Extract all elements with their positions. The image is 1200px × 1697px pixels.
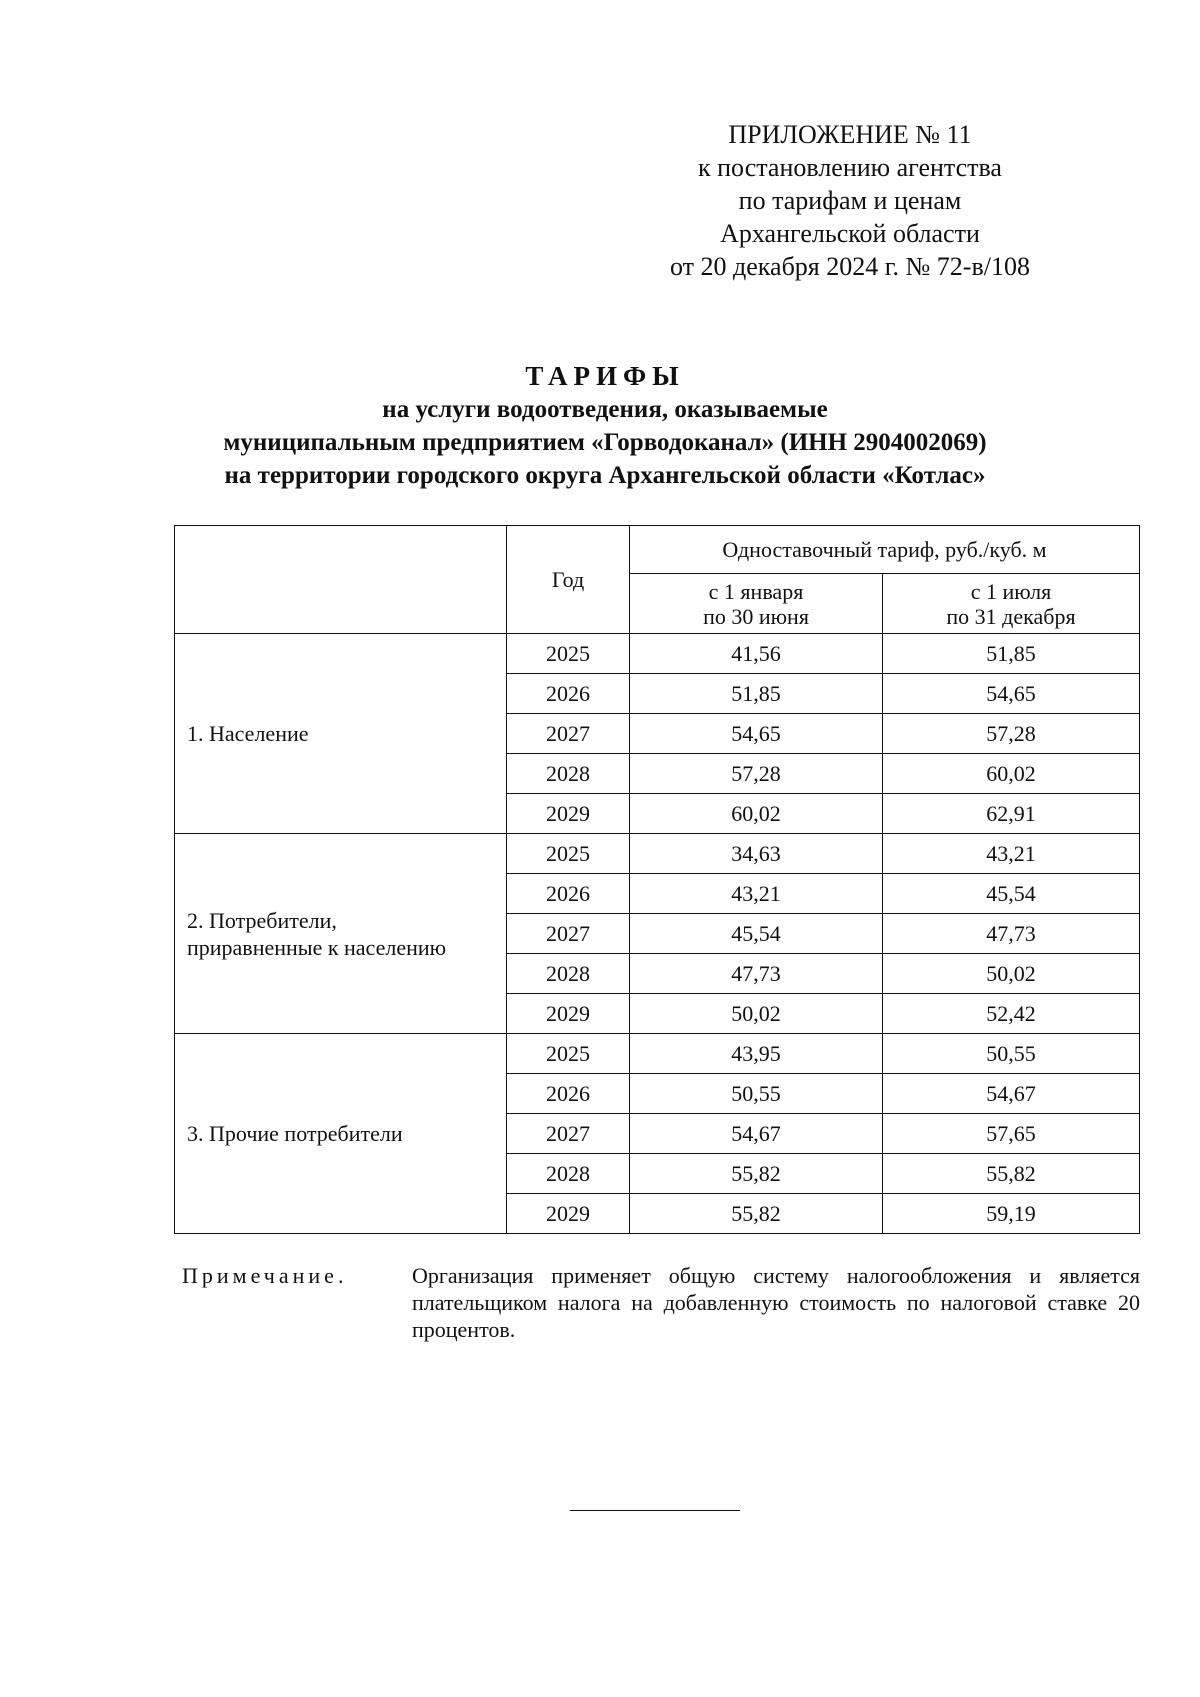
end-divider: [570, 1510, 740, 1511]
cell-year: 2026: [507, 1074, 630, 1114]
title-line: муниципальным предприятием «Горводоканал» (ИНН 2904002069): [223, 429, 987, 456]
group-label-text: 2. Потребители,: [187, 907, 337, 933]
cell-year: 2029: [507, 1194, 630, 1234]
cell-tariff-h2: 54,67: [883, 1074, 1140, 1114]
appendix-number: ПРИЛОЖЕНИЕ № 11: [728, 120, 972, 149]
header-second-half-from: с 1 июля: [970, 578, 1052, 604]
header-first-half-to: по 30 июня: [703, 603, 809, 629]
header-first-half-from: с 1 января: [708, 578, 804, 604]
cell-tariff-h2: 55,82: [883, 1154, 1140, 1194]
cell-year: 2028: [507, 754, 630, 794]
header-year: Год: [507, 526, 630, 634]
title-line: на услуги водоотведения, оказываемые: [382, 396, 828, 423]
note-text: Организация применяет общую систему налогообложения и является плательщиком налога на добавленную стоимость по налоговой ставке 20 процентов.: [412, 1263, 1140, 1342]
group-label-text: приравненные к населению: [187, 934, 447, 960]
cell-year: 2027: [507, 714, 630, 754]
cell-tariff-h2: 57,28: [883, 714, 1140, 754]
cell-tariff-h1: 34,63: [630, 834, 883, 874]
appendix-ref-line: к постановлению агентства: [698, 153, 1002, 182]
cell-tariff-h1: 50,02: [630, 994, 883, 1034]
cell-tariff-h2: 47,73: [883, 914, 1140, 954]
cell-tariff-h2: 50,55: [883, 1034, 1140, 1074]
cell-tariff-h1: 43,95: [630, 1034, 883, 1074]
cell-year: 2028: [507, 954, 630, 994]
cell-year: 2026: [507, 674, 630, 714]
document-title: [150, 360, 1060, 492]
cell-tariff-h2: 59,19: [883, 1194, 1140, 1234]
group-label-text: 3. Прочие потребители: [187, 1121, 403, 1146]
appendix-ref-line: по тарифам и ценам: [738, 186, 962, 215]
cell-tariff-h2: 57,65: [883, 1114, 1140, 1154]
cell-tariff-h1: 51,85: [630, 674, 883, 714]
table-row: [175, 634, 1140, 674]
appendix-header: [640, 118, 1060, 283]
tariff-table: [174, 525, 1140, 1234]
group-label-equated-consumers: [175, 834, 507, 1034]
cell-year: 2025: [507, 1034, 630, 1074]
cell-tariff-h2: 43,21: [883, 834, 1140, 874]
header-first-half: [630, 574, 883, 634]
cell-tariff-h2: 62,91: [883, 794, 1140, 834]
cell-tariff-h2: 50,02: [883, 954, 1140, 994]
table-row: [175, 1034, 1140, 1074]
note-label: Примечание.: [182, 1263, 348, 1288]
appendix-date-number: от 20 декабря 2024 г. № 72-в/108: [670, 252, 1030, 281]
cell-tariff-h1: 55,82: [630, 1154, 883, 1194]
header-second-half-to: по 31 декабря: [946, 603, 1076, 629]
title-line: на территории городского округа Архангельской области «Котлас»: [224, 462, 986, 489]
cell-year: 2029: [507, 794, 630, 834]
cell-tariff-h1: 47,73: [630, 954, 883, 994]
cell-tariff-h1: 54,67: [630, 1114, 883, 1154]
cell-year: 2025: [507, 834, 630, 874]
cell-tariff-h1: 54,65: [630, 714, 883, 754]
cell-tariff-h2: 54,65: [883, 674, 1140, 714]
cell-tariff-h1: 55,82: [630, 1194, 883, 1234]
cell-tariff-h2: 52,42: [883, 994, 1140, 1034]
header-second-half: [883, 574, 1140, 634]
cell-tariff-h2: 60,02: [883, 754, 1140, 794]
cell-tariff-h1: 45,54: [630, 914, 883, 954]
cell-tariff-h1: 60,02: [630, 794, 883, 834]
cell-year: 2026: [507, 874, 630, 914]
header-category-empty: [175, 526, 507, 634]
table-row: [175, 834, 1140, 874]
header-tariff: Одноставочный тариф, руб./куб. м: [630, 526, 1140, 574]
title-main: ТАРИФЫ: [525, 361, 685, 391]
cell-tariff-h1: 50,55: [630, 1074, 883, 1114]
cell-tariff-h1: 41,56: [630, 634, 883, 674]
group-label-population: [175, 634, 507, 834]
cell-year: 2027: [507, 914, 630, 954]
group-label-other-consumers: [175, 1034, 507, 1234]
cell-tariff-h2: 51,85: [883, 634, 1140, 674]
group-label-text: 1. Население: [187, 721, 309, 746]
cell-tariff-h1: 57,28: [630, 754, 883, 794]
cell-tariff-h1: 43,21: [630, 874, 883, 914]
cell-tariff-h2: 45,54: [883, 874, 1140, 914]
cell-year: 2029: [507, 994, 630, 1034]
cell-year: 2028: [507, 1154, 630, 1194]
cell-year: 2025: [507, 634, 630, 674]
appendix-ref-line: Архангельской области: [720, 219, 980, 248]
cell-year: 2027: [507, 1114, 630, 1154]
